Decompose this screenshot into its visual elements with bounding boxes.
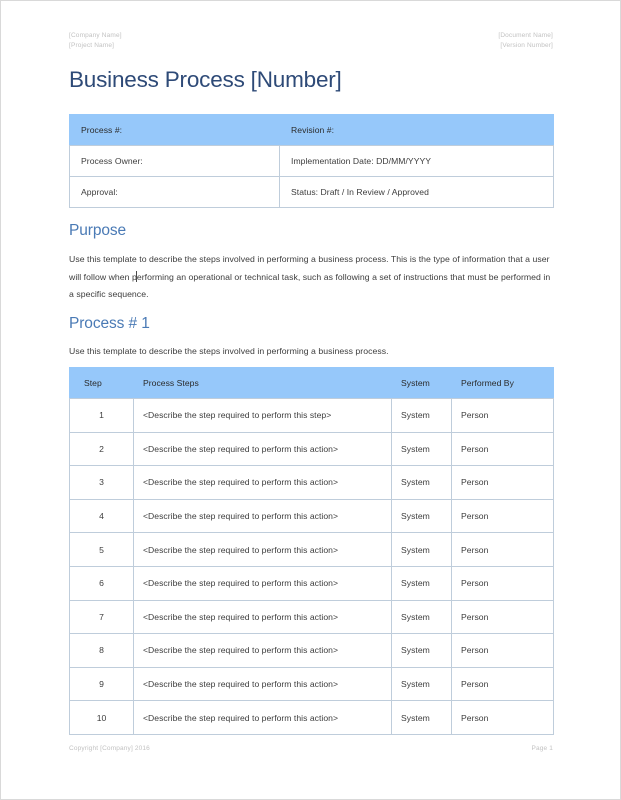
cell-system[interactable]: System <box>392 432 452 466</box>
cell-step-description[interactable]: <Describe the step required to perform this action> <box>134 499 392 533</box>
info-table-header-row <box>70 115 554 146</box>
cell-system[interactable]: System <box>392 499 452 533</box>
cell-system[interactable]: System <box>392 466 452 500</box>
cell-step-description[interactable]: <Describe the step required to perform this action> <box>134 466 392 500</box>
cell-step-description[interactable]: <Describe the step required to perform this step> <box>134 399 392 433</box>
page-content <box>69 1 553 799</box>
section-heading-purpose: Purpose <box>69 222 127 239</box>
cell-system[interactable]: System <box>392 634 452 668</box>
process-steps-table <box>69 367 554 735</box>
table-row <box>70 466 554 500</box>
column-header-performed-by: Performed By <box>452 368 554 399</box>
table-row <box>70 533 554 567</box>
header-left <box>69 31 122 50</box>
cell-step-description[interactable]: <Describe the step required to perform this action> <box>134 432 392 466</box>
table-row <box>70 600 554 634</box>
footer-page-number: Page 1 <box>531 745 553 752</box>
purpose-paragraph[interactable] <box>69 251 553 304</box>
page-title: Business Process [Number] <box>69 67 342 92</box>
purpose-paragraph-part2: erforming an operational or technical task, such as following a set of instructions that must be performed in a specific sequence. <box>69 271 551 299</box>
table-row <box>70 667 554 701</box>
cell-performed-by[interactable]: Person <box>452 533 554 567</box>
cell-performed-by[interactable]: Person <box>452 499 554 533</box>
running-header <box>69 31 553 50</box>
header-company-name: [Company Name] <box>69 32 122 39</box>
cell-step-number: 6 <box>70 566 134 600</box>
table-row <box>70 566 554 600</box>
cell-system[interactable]: System <box>392 701 452 735</box>
cell-performed-by[interactable]: Person <box>452 432 554 466</box>
cell-step-description[interactable]: <Describe the step required to perform this action> <box>134 701 392 735</box>
header-project-name: [Project Name] <box>69 41 115 49</box>
info-table-row <box>70 146 554 177</box>
cell-step-number: 2 <box>70 432 134 466</box>
cell-step-description[interactable]: <Describe the step required to perform this action> <box>134 634 392 668</box>
header-document-name: [Document Name] <box>498 32 553 39</box>
info-cell-status[interactable]: Status: Draft / In Review / Approved <box>280 177 554 208</box>
table-row <box>70 499 554 533</box>
info-cell-process-owner[interactable]: Process Owner: <box>70 146 280 177</box>
cell-step-number: 7 <box>70 600 134 634</box>
info-cell-approval[interactable]: Approval: <box>70 177 280 208</box>
footer-copyright: Copyright [Company] 2016 <box>69 745 150 752</box>
header-right <box>498 31 553 50</box>
cell-performed-by[interactable]: Person <box>452 634 554 668</box>
cell-system[interactable]: System <box>392 533 452 567</box>
cell-performed-by[interactable]: Person <box>452 701 554 735</box>
table-row <box>70 701 554 735</box>
cell-performed-by[interactable]: Person <box>452 399 554 433</box>
cell-step-number: 9 <box>70 667 134 701</box>
cell-step-number: 8 <box>70 634 134 668</box>
column-header-step: Step <box>70 368 134 399</box>
cell-step-number: 1 <box>70 399 134 433</box>
purpose-paragraph-part1: Use this template to describe the steps involved in performing a business process. This is the type of information that a user will follow when p <box>69 254 550 282</box>
steps-table-body <box>70 399 554 735</box>
cell-system[interactable]: System <box>392 600 452 634</box>
info-cell-implementation-date[interactable]: Implementation Date: DD/MM/YYYY <box>280 146 554 177</box>
cell-step-description[interactable]: <Describe the step required to perform this action> <box>134 566 392 600</box>
cell-performed-by[interactable]: Person <box>452 466 554 500</box>
table-row <box>70 634 554 668</box>
header-version-number: [Version Number] <box>500 41 553 49</box>
cell-step-number: 4 <box>70 499 134 533</box>
cell-step-number: 3 <box>70 466 134 500</box>
section-heading-process: Process # 1 <box>69 315 150 332</box>
cell-performed-by[interactable]: Person <box>452 566 554 600</box>
process-paragraph[interactable]: Use this template to describe the steps involved in performing a business process. <box>69 346 389 356</box>
process-info-table <box>69 114 554 208</box>
cell-performed-by[interactable]: Person <box>452 667 554 701</box>
info-table-row <box>70 177 554 208</box>
table-row <box>70 399 554 433</box>
cell-system[interactable]: System <box>392 667 452 701</box>
cell-system[interactable]: System <box>392 399 452 433</box>
cell-step-number: 10 <box>70 701 134 735</box>
cell-step-description[interactable]: <Describe the step required to perform this action> <box>134 667 392 701</box>
info-cell-process-number[interactable]: Process #: <box>70 115 280 146</box>
table-row <box>70 432 554 466</box>
steps-table-header-row <box>70 368 554 399</box>
info-cell-revision-number[interactable]: Revision #: <box>280 115 554 146</box>
cell-step-number: 5 <box>70 533 134 567</box>
cell-step-description[interactable]: <Describe the step required to perform this action> <box>134 533 392 567</box>
cell-performed-by[interactable]: Person <box>452 600 554 634</box>
column-header-process-steps: Process Steps <box>134 368 392 399</box>
cell-system[interactable]: System <box>392 566 452 600</box>
cell-step-description[interactable]: <Describe the step required to perform this action> <box>134 600 392 634</box>
running-footer <box>69 745 553 752</box>
column-header-system: System <box>392 368 452 399</box>
